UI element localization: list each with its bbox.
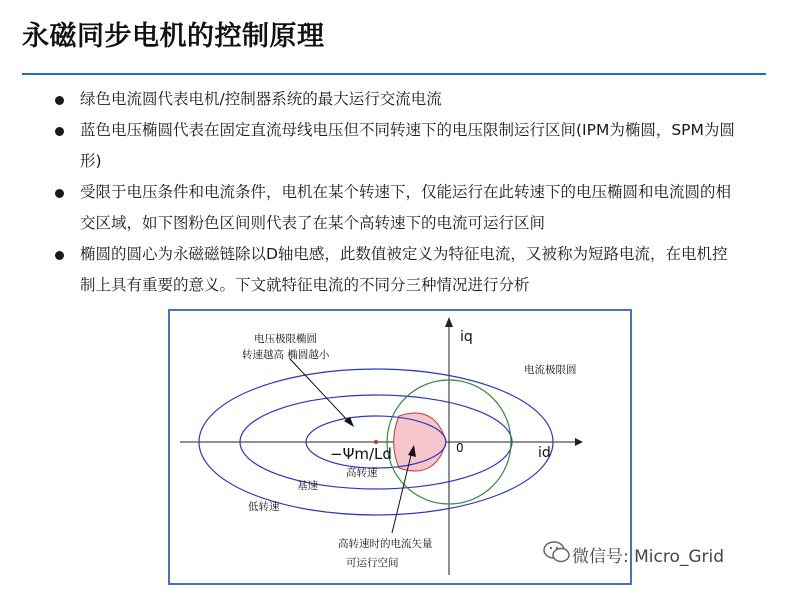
region-label: 高转速时的电流矢量 (338, 538, 433, 550)
low-speed-label: 低转速 (248, 501, 280, 513)
base-speed-label: 基速 (297, 480, 318, 492)
bullet-text: 椭圆的圆心为永磁磁链除以D轴电感，此数值被定义为特征电流，又被称为短路电流，在电机控制上具有重要的意义。下文就特征电流的不同分三种情况进行分析 (80, 245, 728, 294)
ellipse-center-label: −Ψm/Ld (330, 445, 392, 463)
bullet-text: 受限于电压条件和电流条件，电机在某个转速下，仅能运行在此转速下的电压椭圆和电流圆的相交区域，如下图粉色区间则代表了在某个高转速下的电流可运行区间 (80, 183, 732, 232)
bullet-item (52, 84, 742, 115)
wechat-watermark: 微信号: Micro_Grid (572, 547, 725, 567)
bullet-dot-icon (55, 189, 64, 198)
region-sublabel: 可运行空间 (346, 557, 399, 569)
id-axis-arrow-icon (575, 438, 583, 446)
voltage-ellipse-label: 电压极限椭圆 (254, 333, 317, 345)
title-divider (22, 73, 766, 75)
bullet-dot-icon (55, 96, 64, 105)
id-axis-label: id (538, 445, 551, 461)
slide-title: 永磁同步电机的控制原理 (22, 21, 325, 52)
high-speed-label: 高转速 (346, 467, 378, 479)
ellipse-center-point (374, 440, 378, 444)
iq-axis-label: iq (460, 329, 473, 345)
bullet-item (52, 239, 742, 301)
voltage-ellipse-sublabel: 转速越高 椭圆越小 (242, 349, 330, 361)
bullet-item (52, 115, 742, 177)
bullet-list (52, 84, 742, 301)
bullet-dot-icon (55, 251, 64, 260)
origin-label: 0 (456, 441, 464, 455)
bullet-item (52, 177, 742, 239)
bullet-dot-icon (55, 127, 64, 136)
bullet-text: 蓝色电压椭圆代表在固定直流母线电压但不同转速下的电压限制运行区间(IPM为椭圆，SPM为圆形) (80, 121, 735, 170)
bullet-text: 绿色电流圆代表电机/控制器系统的最大运行交流电流 (80, 90, 442, 108)
voltage-label-leader (290, 359, 350, 423)
wechat-icon (543, 540, 571, 564)
current-circle-label: 电流极限圆 (524, 364, 577, 376)
iq-axis-arrow-icon (445, 317, 453, 327)
